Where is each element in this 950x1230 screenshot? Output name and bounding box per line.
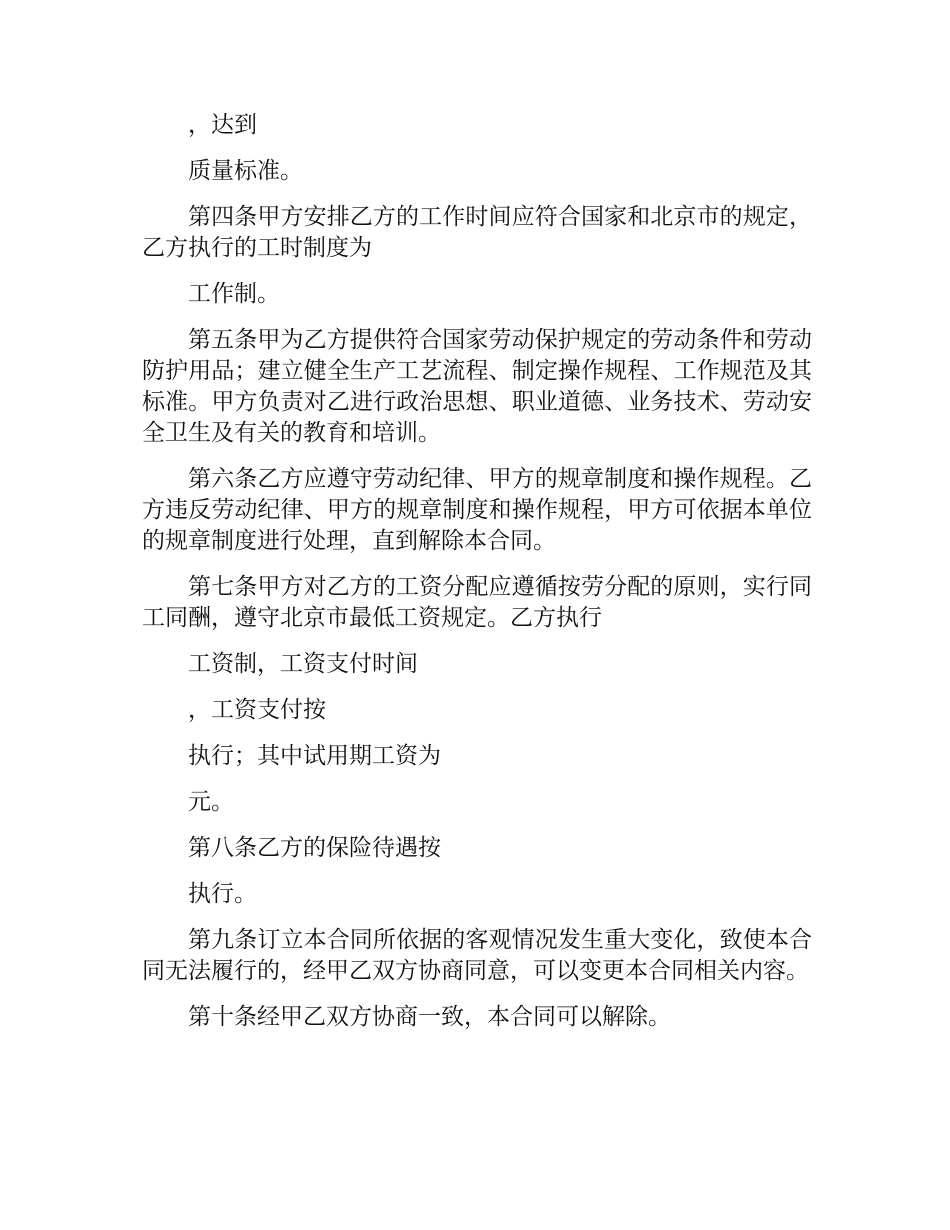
paragraph-article-9: 第九条订立本合同所依据的客观情况发生重大变化，致使本合同无法履行的，经甲乙双方协商同意，可以变更本合同相关内容。	[142, 927, 812, 984]
paragraph-probation-wage: 执行；其中试用期工资为	[188, 743, 441, 769]
paragraph-article-5: 第五条甲为乙方提供符合国家劳动保护规定的劳动条件和劳动防护用品；建立健全生产工艺流程、制定操作规程、工作规范及其标准。甲方负责对乙进行政治思想、职业道德、业务技术、劳动安全卫生及有关的教育和培训。	[142, 327, 812, 446]
paragraph-wage-payment: ，工资支付按	[188, 697, 326, 723]
paragraph-article-8: 第八条乙方的保险待遇按	[188, 835, 441, 861]
paragraph-execute: 执行。	[188, 881, 257, 907]
paragraph-article-10: 第十条经甲乙双方协商一致，本合同可以解除。	[188, 1004, 671, 1030]
paragraph-article-6: 第六条乙方应遵守劳动纪律、甲方的规章制度和操作规程。乙方违反劳动纪律、甲方的规章制度和操作规程，甲方可依据本单位的规章制度进行处理，直到解除本合同。	[142, 466, 812, 554]
document-body	[142, 110, 812, 1048]
paragraph-reach: ，达到	[188, 112, 257, 138]
paragraph-work-system: 工作制。	[188, 281, 280, 307]
paragraph-yuan: 元。	[188, 789, 234, 815]
paragraph-article-4: 第四条甲方安排乙方的工作时间应符合国家和北京市的规定，乙方执行的工时制度为	[142, 204, 812, 261]
paragraph-quality-standard: 质量标准。	[188, 158, 303, 184]
paragraph-article-7: 第七条甲方对乙方的工资分配应遵循按劳分配的原则，实行同工同酬，遵守北京市最低工资规定。乙方执行	[142, 574, 812, 631]
paragraph-wage-system: 工资制，工资支付时间	[188, 651, 418, 677]
